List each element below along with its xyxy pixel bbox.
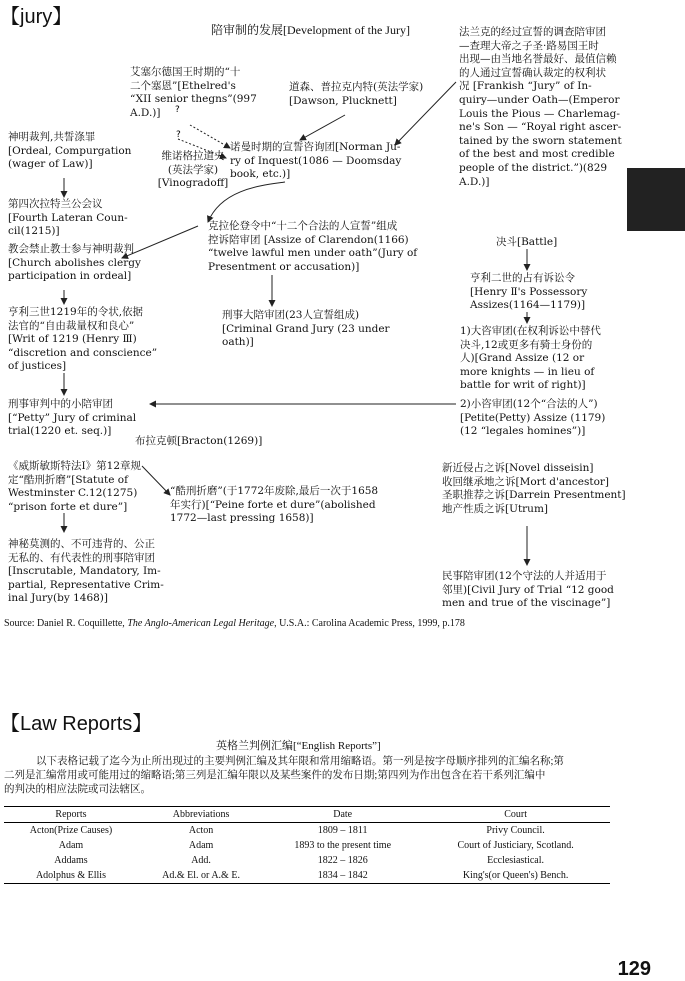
arrow-dawson-to-norman <box>300 115 345 140</box>
node-line: 亨利三世1219年的令状,依据 <box>8 306 144 318</box>
node-norman <box>230 141 405 182</box>
node-petite-assize <box>460 398 610 439</box>
node-line: 无私的、有代表性的刑事陪审团 <box>8 551 155 564</box>
node-line: [Dawson, Plucknett] <box>289 94 397 107</box>
node-line: Presentment or accusation)] <box>208 260 360 273</box>
arrow-ethelred-to-norman <box>190 125 230 148</box>
col-abbreviations: Abbreviations <box>138 807 264 823</box>
table-cell: 1822 – 1826 <box>317 855 368 866</box>
table-cell: Acton <box>188 825 214 836</box>
node-line: 出现—由当地名誉最好、最值信赖 <box>459 53 617 66</box>
node-line: quiry—under Oath—(Emperor <box>459 93 620 106</box>
node-line: 二个塞恩”[Ethelred's <box>130 79 236 92</box>
table-cell: Addams <box>54 855 88 866</box>
node-dawson <box>289 81 459 108</box>
node-line: men and true of the viscinage”] <box>442 597 611 610</box>
node-bracton <box>135 435 285 449</box>
table-cell: Court of Justiciary, Scotland. <box>457 840 574 851</box>
node-ethelred <box>130 66 260 120</box>
intro-line: 的判决的相应法院或司法辖区。 <box>4 784 151 795</box>
table-cell: 1809 – 1811 <box>317 825 368 836</box>
node-line: book, etc.)] <box>230 168 291 181</box>
node-henry2 <box>470 272 605 313</box>
page-number: 129 <box>617 958 651 980</box>
svg-text:?: ? <box>175 105 180 115</box>
node-line: “discretion and conscience” <box>8 346 158 359</box>
node-line: [Writ of 1219 (Henry Ⅲ) <box>8 333 137 346</box>
node-line: trial(1220 et. seq.)] <box>8 425 112 438</box>
table-header-row <box>4 807 610 823</box>
node-line: 1772—last pressing 1658)] <box>170 512 314 525</box>
node-line: ne's Son — “Royal right ascer- <box>459 121 622 134</box>
node-church <box>8 243 143 284</box>
table-row <box>4 838 610 853</box>
node-line: 艾塞尔德国王时期的“十 <box>130 66 241 78</box>
col-date: Date <box>264 807 421 823</box>
table-cell: Privy Council. <box>486 825 545 836</box>
node-line: [Inscrutable, Mandatory, Im- <box>8 565 161 578</box>
table-cell: Adam <box>188 840 214 851</box>
node-line: A.D.)] <box>459 175 490 188</box>
node-line: 法兰克的经过宣誓的调查陪审团 <box>459 26 606 38</box>
node-line: 克拉伦登令中“十二个合法的人宣誓”组成 <box>208 220 398 232</box>
table-cell: Adolphus & Ellis <box>4 868 138 884</box>
node-line: cil(1215)] <box>8 225 60 238</box>
node-line: 亨利二世的占有诉讼令 <box>470 272 575 284</box>
node-line: 定“酷刑折磨”[Statute of <box>8 473 128 486</box>
source-line <box>4 618 465 629</box>
node-line: [Henry Ⅱ's Possessory <box>470 285 588 298</box>
node-line: 地产性质之诉[Utrum] <box>442 502 548 515</box>
chapter-edge-tab <box>627 168 685 231</box>
node-line: inal Jury(by 1468)] <box>8 592 109 605</box>
node-line: 况 [Frankish “Jury” of In- <box>459 80 592 93</box>
node-line: 年实行)[“Peine forte et dure”(abolished <box>170 498 376 511</box>
node-line: [Petite(Petty) Assize (1179) <box>460 411 606 424</box>
node-lateran <box>8 198 133 239</box>
node-line: 道森、普拉克内特(英法学家) <box>289 81 424 93</box>
node-line: Assizes(1164—1179)] <box>470 299 586 312</box>
law-reports-title: 英格兰判例汇编[“English Reports”] <box>216 740 381 752</box>
node-line: 新近侵占之诉[Novel disseisin] <box>442 462 594 474</box>
node-grand-assize <box>460 325 610 393</box>
table-row <box>4 823 610 839</box>
node-line: 决斗[Battle] <box>496 236 558 248</box>
node-petty-jury <box>8 398 153 439</box>
node-line: [“Petty” Jury of criminal <box>8 411 137 424</box>
node-line: 控诉陪审团 [Assize of Clarendon(1166) <box>208 233 409 246</box>
node-line: 1)大咨审团(在权利诉讼中替代 <box>460 325 601 337</box>
node-battle <box>496 236 596 250</box>
node-line: 教会禁止教士参与神明裁判 <box>8 243 134 255</box>
law-reports-table <box>4 806 610 884</box>
node-line: 民事陪审团(12个守法的人并适用于 <box>442 570 607 582</box>
node-line: 第四次拉特兰公会议 <box>8 198 103 210</box>
jury-heading: 【jury】 <box>0 6 73 28</box>
node-line: 2)小咨审团(12个“合法的人”) <box>460 398 598 410</box>
jury-diagram-title: 陪审制的发展[Development of the Jury] <box>211 23 410 37</box>
node-frankish <box>459 26 622 189</box>
node-line: 维诺格拉道夫 <box>161 150 225 162</box>
node-line: (12 “legales homines”)] <box>460 425 586 438</box>
svg-text:?: ? <box>176 130 181 140</box>
source-prefix: Source: Daniel R. Coquillette, <box>4 618 128 629</box>
node-line: Westminster C.12(1275) <box>8 487 138 500</box>
node-line: “酷刑折磨”(于1772年废除,最后一次于1658 <box>170 485 379 497</box>
node-line: 《威斯敏斯特法Ⅰ》第12章规 <box>8 460 142 472</box>
node-line: 人)[Grand Assize (12 or <box>460 352 585 365</box>
node-line: 收回继承地之诉[Mort d'ancestor] <box>442 475 610 488</box>
node-line: 刑事审判中的小陪审团 <box>8 398 113 410</box>
table-cell: King's(or Queen's) Bench. <box>421 868 610 884</box>
node-ordeal <box>8 131 133 172</box>
node-clarendon <box>208 220 423 274</box>
node-line: 的人通过宣誓确认裁定的权利状 <box>459 66 606 79</box>
node-grand-jury <box>222 309 392 350</box>
node-line: [Vinogradoff] <box>157 177 229 190</box>
node-civil-jury <box>442 570 617 611</box>
node-line: partial, Representative Crim- <box>8 578 164 591</box>
table-cell: Adam <box>58 840 84 851</box>
intro-line: 二列是汇编常用或可能用过的缩略语;第三列是汇编年限以及某些案件的发布日期;第四列为作出包含在若干系列汇编中 <box>4 770 546 781</box>
node-line: of the best and most credible <box>459 148 615 161</box>
node-line: of justices] <box>8 360 67 373</box>
source-suffix: , U.S.A.: Carolina Academic Press, 1999, p.178 <box>274 618 465 629</box>
node-line: —查理大帝之子圣·路易国王时 <box>459 39 599 52</box>
table-cell: 1893 to the present time <box>294 840 392 851</box>
node-line: ry of Inquest(1086 — Doomsday <box>230 154 402 167</box>
node-vinogradoff <box>148 150 238 191</box>
node-line: (英法学家) <box>167 163 219 176</box>
node-inscrutable <box>8 538 164 606</box>
table-row <box>4 853 610 868</box>
node-line: people of the district.”)(829 <box>459 161 608 174</box>
node-line: “XII senior thegns”(997 <box>130 93 257 106</box>
node-line: 布拉克顿[Bracton(1269)] <box>135 435 263 447</box>
node-line: [Criminal Grand Jury (23 under <box>222 322 390 335</box>
node-line: participation in ordeal] <box>8 270 132 283</box>
node-westminster <box>8 460 148 514</box>
node-line: tained by the sworn statement <box>459 134 622 147</box>
table-row <box>4 868 610 884</box>
node-line: “prison forte et dure”] <box>8 500 128 513</box>
node-line: 神明裁判,共誓涤罪 <box>8 131 96 143</box>
node-line: [Fourth Lateran Coun- <box>8 211 128 224</box>
node-line: “twelve lawful men under oath”(Jury of <box>208 247 418 260</box>
law-reports-heading: 【Law Reports】 <box>0 713 153 735</box>
node-peine-forte <box>170 485 385 526</box>
table-cell: Add. <box>191 855 211 866</box>
node-line: [Church abolishes clergy <box>8 256 141 269</box>
intro-line: 以下表格记载了迄今为止所出现过的主要判例汇编及其年限和常用缩略语。第一列是按字母顺序排列的汇编名称;第 <box>36 756 564 767</box>
node-line: 诺曼时期的宣誓咨询团[Norman Ju- <box>230 141 401 153</box>
table-cell: 1834 – 1842 <box>264 868 421 884</box>
col-court: Court <box>421 807 610 823</box>
law-reports-intro <box>4 755 609 797</box>
node-line: 刑事大陪审团(23人宣誓组成) <box>222 309 360 321</box>
node-line: Louis the Pious — Charlemag- <box>459 107 620 120</box>
table-cell: Ad.& El. or A.& E. <box>138 868 264 884</box>
node-line: (wager of Law)] <box>8 158 93 171</box>
node-line: 神秘莫测的、不可违背的、公正 <box>8 538 155 550</box>
node-line: 邻里)[Civil Jury of Trial “12 good <box>442 583 614 596</box>
node-line: 圣职推荐之诉[Darrein Presentment] <box>442 489 626 502</box>
node-line: A.D.)] <box>130 106 161 119</box>
node-novel-disseisin <box>442 462 626 516</box>
table-cell: Acton(Prize Causes) <box>29 825 113 836</box>
col-reports: Reports <box>4 807 138 823</box>
source-book: The Anglo-American Legal Heritage <box>127 618 275 629</box>
node-writ1219 <box>8 306 158 374</box>
table-cell: Ecclesiastical. <box>487 855 545 866</box>
node-line: more knights — in lieu of <box>460 365 595 378</box>
node-line: 法官的“自由裁量权和良心” <box>8 319 135 332</box>
node-line: battle for writ of right)] <box>460 379 586 392</box>
node-line: oath)] <box>222 336 254 349</box>
node-line: 决斗,12或更多有骑士身份的 <box>460 338 593 351</box>
node-line: [Ordeal, Compurgation <box>8 144 132 157</box>
